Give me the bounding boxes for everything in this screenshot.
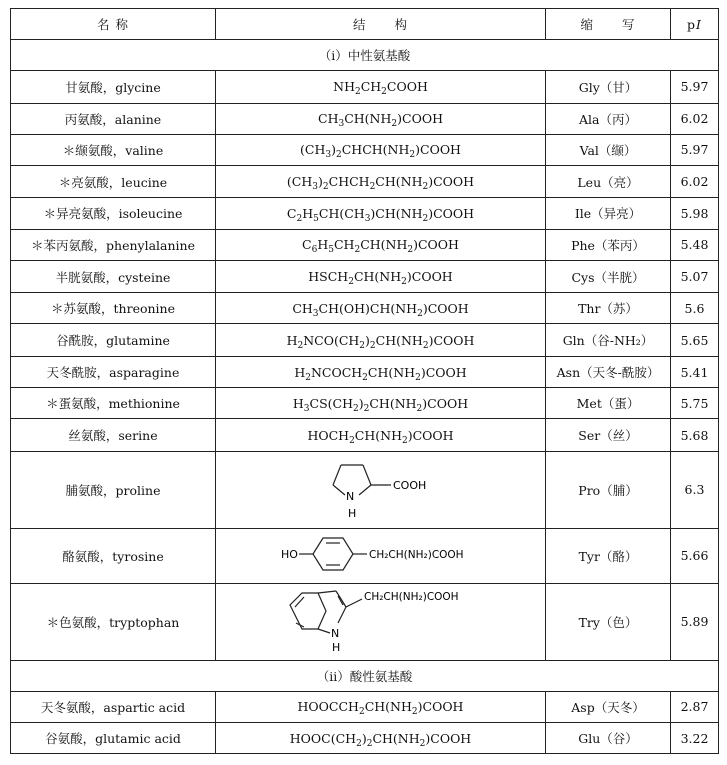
pi-value: 5.07 xyxy=(671,260,719,293)
pi-value: 5.89 xyxy=(671,583,719,660)
amino-acid-name: 甘氨酸，glycine xyxy=(11,71,216,104)
amino-acid-name: ＊异亮氨酸，isoleucine xyxy=(11,198,216,229)
abbreviation: Gln（谷-NH₂） xyxy=(546,324,671,357)
tryptophan-chain-label: CH₂CH(NH₂)COOH xyxy=(363,591,459,604)
pi-value: 5.65 xyxy=(671,324,719,357)
amino-acid-name: ＊色氨酸，tryptophan xyxy=(11,583,216,660)
abbreviation: Glu（谷） xyxy=(546,723,671,754)
abbreviation: Ile（异亮） xyxy=(546,198,671,229)
structure-formula: $C_2H_5CH(CH_3)CH(NH_2)COOH$ xyxy=(216,198,546,229)
header-pi: pI xyxy=(671,9,719,40)
amino-acid-name: 谷氨酸，glutamic acid xyxy=(11,723,216,754)
amino-acid-name: ＊蛋氨酸，methionine xyxy=(11,388,216,419)
pi-value: 2.87 xyxy=(671,691,719,722)
abbreviation: Pro（脯） xyxy=(546,451,671,528)
abbreviation: Tyr（酪） xyxy=(546,528,671,583)
structure-diagram-tyrosine xyxy=(216,528,546,583)
abbreviation: Val（缬） xyxy=(546,134,671,165)
table-row xyxy=(11,324,719,357)
table-row xyxy=(11,419,719,452)
proline-n-label: N xyxy=(345,490,354,504)
header-abbreviation: 缩 写 xyxy=(546,9,671,40)
amino-acid-name: ＊缬氨酸，valine xyxy=(11,134,216,165)
tyrosine-chain-label: CH₂CH(NH₂)COOH xyxy=(368,549,464,562)
amino-acid-name: 酪氨酸，tyrosine xyxy=(11,528,216,583)
section-row xyxy=(11,40,719,71)
table-row xyxy=(11,229,719,260)
amino-acid-table xyxy=(10,8,719,754)
amino-acid-name: 脯氨酸，proline xyxy=(11,451,216,528)
amino-acid-name: 丝氨酸，serine xyxy=(11,419,216,452)
abbreviation: Gly（甘） xyxy=(546,71,671,104)
structure-formula: $(CH_3)_2CHCH_2CH(NH_2)COOH$ xyxy=(216,165,546,198)
abbreviation: Cys（半胱） xyxy=(546,260,671,293)
amino-acid-name: ＊苏氨酸，threonine xyxy=(11,293,216,324)
abbreviation: Try（色） xyxy=(546,583,671,660)
structure-diagram-tryptophan xyxy=(216,583,546,660)
pi-value: 3.22 xyxy=(671,723,719,754)
pi-value: 5.98 xyxy=(671,198,719,229)
amino-acid-name: ＊亮氨酸，leucine xyxy=(11,165,216,198)
amino-acid-name: 丙氨酸，alanine xyxy=(11,103,216,134)
pi-value: 6.3 xyxy=(671,451,719,528)
pi-value: 5.48 xyxy=(671,229,719,260)
table-row xyxy=(11,134,719,165)
pi-value: 5.97 xyxy=(671,71,719,104)
table-row xyxy=(11,388,719,419)
pi-value: 5.66 xyxy=(671,528,719,583)
structure-formula: $HSCH_2CH(NH_2)COOH$ xyxy=(216,260,546,293)
header-name: 名 称 xyxy=(11,9,216,40)
section-title: （ⅰ）中性氨基酸 xyxy=(11,40,719,71)
structure-formula: $CH_3CH(NH_2)COOH$ xyxy=(216,103,546,134)
structure-formula: $H_2NCOCH_2CH(NH_2)COOH$ xyxy=(216,356,546,387)
proline-h-label: H xyxy=(347,507,356,521)
structure-formula: $CH_3CH(OH)CH(NH_2)COOH$ xyxy=(216,293,546,324)
abbreviation: Asn（天冬-酰胺） xyxy=(546,356,671,387)
abbreviation: Asp（天冬） xyxy=(546,691,671,722)
section-row xyxy=(11,660,719,691)
structure-formula: $NH_2CH_2COOH$ xyxy=(216,71,546,104)
abbreviation: Ala（丙） xyxy=(546,103,671,134)
table-row xyxy=(11,583,719,660)
amino-acid-name: 天冬氨酸，aspartic acid xyxy=(11,691,216,722)
tyrosine-structure xyxy=(281,533,481,575)
pi-value: 6.02 xyxy=(671,103,719,134)
table-row xyxy=(11,356,719,387)
tryptophan-structure xyxy=(286,585,476,655)
tryptophan-n-label: N xyxy=(330,627,339,641)
structure-formula: $H_3CS(CH_2)_2CH(NH_2)COOH$ xyxy=(216,388,546,419)
amino-acid-name: 半胱氨酸，cysteine xyxy=(11,260,216,293)
table-row xyxy=(11,260,719,293)
abbreviation: Thr（苏） xyxy=(546,293,671,324)
proline-cooh-label: COOH xyxy=(392,479,426,493)
structure-formula: $HOOCCH_2CH(NH_2)COOH$ xyxy=(216,691,546,722)
structure-formula: $(CH_3)_2CHCH(NH_2)COOH$ xyxy=(216,134,546,165)
structure-formula: $HOOC(CH_2)_2CH(NH_2)COOH$ xyxy=(216,723,546,754)
header-row xyxy=(11,9,719,40)
pi-value: 5.68 xyxy=(671,419,719,452)
abbreviation: Met（蛋） xyxy=(546,388,671,419)
table-row xyxy=(11,103,719,134)
abbreviation: Phe（苯丙） xyxy=(546,229,671,260)
table-row xyxy=(11,198,719,229)
pi-value: 5.97 xyxy=(671,134,719,165)
pi-value: 5.41 xyxy=(671,356,719,387)
amino-acid-name: 谷酰胺，glutamine xyxy=(11,324,216,357)
table-row xyxy=(11,451,719,528)
pi-value: 5.75 xyxy=(671,388,719,419)
section-title: （ⅱ）酸性氨基酸 xyxy=(11,660,719,691)
table-row xyxy=(11,723,719,754)
table-row xyxy=(11,691,719,722)
table-row xyxy=(11,71,719,104)
abbreviation: Ser（丝） xyxy=(546,419,671,452)
amino-acid-name: ＊苯丙氨酸，phenylalanine xyxy=(11,229,216,260)
table-row xyxy=(11,293,719,324)
structure-diagram-proline xyxy=(216,451,546,528)
pi-value: 5.6 xyxy=(671,293,719,324)
amino-acid-name: 天冬酰胺，asparagine xyxy=(11,356,216,387)
proline-structure xyxy=(321,455,441,521)
tyrosine-ho-label: HO xyxy=(280,548,298,562)
table-row xyxy=(11,528,719,583)
tryptophan-h-label: H xyxy=(331,641,340,655)
table-row xyxy=(11,165,719,198)
abbreviation: Leu（亮） xyxy=(546,165,671,198)
structure-formula: $H_2NCO(CH_2)_2CH(NH_2)COOH$ xyxy=(216,324,546,357)
structure-formula: $HOCH_2CH(NH_2)COOH$ xyxy=(216,419,546,452)
header-structure: 结 构 xyxy=(216,9,546,40)
pi-value: 6.02 xyxy=(671,165,719,198)
structure-formula: $C_6H_5CH_2CH(NH_2)COOH$ xyxy=(216,229,546,260)
